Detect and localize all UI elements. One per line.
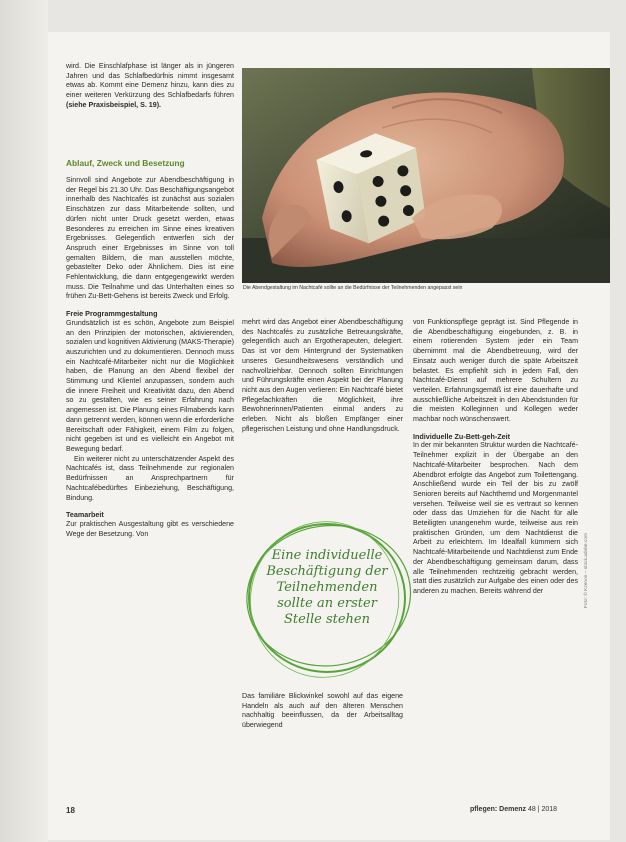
paragraph: In der mir bekannten Struktur wurden die Nachtcafé-Teilnehmer explizit in der Übergabe an den Nachtcafé-Mitarbeiter besprochen. Nach dem Abendbrot erfolgte das Angebot zum Toilettengang. Anschließend wurde ein Teil der bis zu zwölf Senioren bereits auf Nachthemd und Morgenmantel versehen. Teilweise weil sie es vertraut so kennen oder dass das Umziehen für die Nacht für alle Beteiligten unangenehm wurde, teilweise aus rein praktischen Gründen, um dem Nachtdienst die Arbeit zu erleichtern. Im Idealfall kümmern sich Nachtcafé-Mitarbeitende und Nachtdienst zum Ende der Abendbeschäftigung gemeinsam darum, dass alle Teilnehmenden rechtzeitig gebracht werden, statt dies zusätzlich zur Aufgabe des einen oder des anderen zu machen. Bereits während der	[413, 441, 578, 595]
subheading: Freie Programmgestaltung	[66, 309, 158, 319]
issue-number: 48 | 2018	[527, 806, 558, 813]
practice-example-reference: (siehe Praxisbeispiel, S. 19).	[66, 100, 162, 109]
intro-text: wird. Die Einschlafphase ist länger als in jüngeren Jahren und das Schlafbedürfnis nimmt insgesamt etwas ab. Kommt eine Demenz hinzu, kann dies zu einer weiteren Verkürzung des Schlafbedarfs führen	[66, 62, 234, 100]
photo-illustration	[242, 68, 610, 283]
pull-quote-block	[232, 510, 422, 685]
paragraph: Sinnvoll sind Angebote zur Abendbeschäftigung in der Regel bis 21.30 Uhr. Das Beschäftigungsangebot innerhalb des Nachtcafés ist zunächst aus sozialen Einschätzen zur dass Mitarbeitende sollten, und dürfen nicht unter Druck gesetzt werden, etwas Besonderes zu erreichen im Sinne eines kreativen Ergebnisses. Gelegentlich entwerfen sich der Anspruch einer Ergebnisses im Sinne von toll gemalten Bildern, die man ausstellen möchte, gebastelter Deko oder Ähnlichem. Dies ist eine Fehlentwicklung, die dann entgegengewirkt werden muss. Die Teilnahme und das Unterhalten eines so frühen Zu-Bett-Gehens ist bereits Zweck und Erfolg.	[66, 176, 234, 301]
magazine-name: pflegen: Demenz	[470, 806, 527, 813]
photo-caption: Die Abendgestaltung im Nachtcafé sollte an die Bedürfnisse der Teilnehmenden angepasst sein	[243, 285, 463, 291]
paragraph: von Funktionspflege geprägt ist. Sind Pflegende in die Abendbeschäftigung eingebunden, z. B. in einem rotierenden System jeder ein Team übernimmt mal die Abendbetreuung, wird der Einsatz auch weniger durch die späte Arbeitszeit belastet. Es empfiehlt sich in jedem Fall, den Nachtcafé-Dienst auf mehrere Schultern zu verteilen. Erfahrungsgemäß ist eine dauerhafte und ausschließliche Arbeitszeit in den Abendstunden für die meisten Kolleginnen und Kollegen weder machbar noch wünschenswert.	[413, 318, 578, 424]
photo-credit: Foto: © Kzenon – stock.adobe.com	[584, 533, 589, 608]
magazine-footer	[470, 806, 557, 813]
column-2-body	[242, 318, 403, 434]
page-number: 18	[66, 806, 75, 815]
column-3-body	[413, 318, 578, 597]
photo-hand-holding-die	[242, 68, 610, 283]
paragraph: mehrt wird das Angebot einer Abendbeschäftigung des Nachtcafés zu zusätzliche Betreuungskräfte, gelegentlich auch an Ergotherapeuten, delegiert. Das ist vor dem Hintergrund der Systematiken unseres Gesundheitswesens verständlich und nachvollziehbar. Dennoch sollten Einrichtungen und Führungskräfte einen Aspekt bei der Planung nicht aus den Augen verlieren: Ein Nachtcafé bietet Pflegefachkräften die Möglichkeit, ihre Bewohnerinnen/Patienten einmal anders zu erleben. Nicht als bloßen Empfänger einer pflegerischen Leistung und ohne Handlungsdruck.	[242, 318, 403, 433]
paragraph: Ein weiterer nicht zu unterschätzender Aspekt des Nachtcafés ist, dass Teilnehmende zur regionalen Bedürfnissen an Ansprechpartnern für Nachtcafébedürftes Einbeziehung, Beschäftigung, Bindung.	[66, 454, 234, 502]
paragraph: Zur praktischen Ausgestaltung gibt es verschiedene Wege der Besetzung. Von	[66, 519, 234, 538]
paragraph: Das familiäre Blickwinkel sowohl auf das eigene Handeln als auch auf den älteren Menschen nachhaltig beeinflussen, da der Arbeitsalltag überwiegend	[242, 692, 403, 730]
column-1-intro	[66, 62, 234, 111]
paragraph: Grundsätzlich ist es schön, Angebote zum Beispiel an den Prinzipien der motorischen, aktivierenden, sozialen und kognitiven Aktivierung (MAKS-Therapie) auszurichten und zu dokumentieren. Dennoch muss ein Nachtcafé-Mitarbeiter nicht nur die Möglichkeit haben, die Planung an den Abend flexibel der Stimmung und Klientel anzupassen, sondern auch die innere Freiheit und Kreativität dazu, den Abend so zu gestalten, wie es seiner Erfahrung nach angemessen ist. Die Planung eines Filmabends kann dann getrennt werden, können wenn die erforderliche Bereitschaft oder Fähigkeit, einem Film zu folgen, nicht gegeben ist und es vielleicht ein Angebot mit Bewegung bedarf.	[66, 318, 234, 453]
pull-quote: Eine individuelle Beschäftigung der Teilnehmenden sollte an erster Stelle stehen	[266, 548, 388, 627]
scan-gutter-shadow	[0, 0, 48, 842]
section-heading: Ablauf, Zweck und Besetzung	[66, 158, 185, 168]
subheading: Individuelle Zu-Bett-geh-Zeit	[413, 431, 511, 441]
column-1-body	[66, 176, 234, 539]
column-2-continued	[242, 692, 403, 731]
subheading: Teamarbeit	[66, 510, 104, 520]
